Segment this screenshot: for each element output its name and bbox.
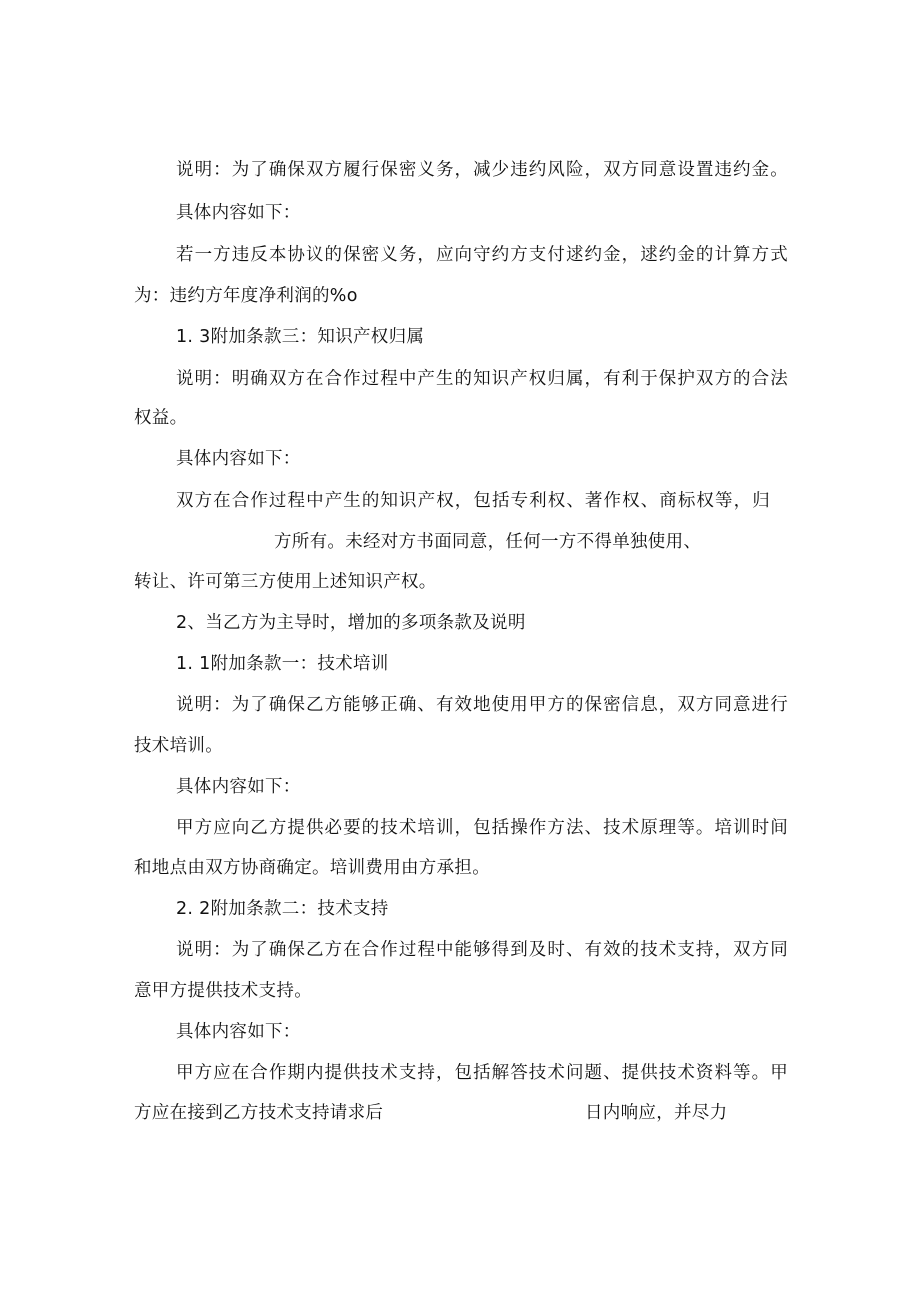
- section-heading: 1. 1附加条款一：技术培训: [176, 654, 389, 674]
- paragraph-line: 日内响应，并尽力: [585, 1103, 728, 1123]
- paragraph-line: 具体内容如下：: [176, 1022, 301, 1042]
- paragraph-line: 转让、许可第三方使用上述知识产权。: [134, 572, 437, 592]
- paragraph-line: 说明：为了确保乙方能够正确、有效地使用甲方的保密信息，双方同意进行: [176, 695, 788, 715]
- paragraph-line: 具体内容如下：: [176, 203, 301, 223]
- paragraph-line: 说明：为了确保乙方在合作过程中能够得到及时、有效的技术支持，双方同: [176, 940, 788, 960]
- section-heading: 2. 2附加条款二：技术支持: [176, 899, 389, 919]
- paragraph-line: 说明：为了确保双方履行保密义务，减少违约风险，双方同意设置违约金。: [176, 160, 788, 180]
- paragraph-line: 技术培训。: [134, 736, 223, 756]
- paragraph-line: 方所有。未经对方书面同意，任何一方不得单独使用、: [274, 532, 702, 552]
- paragraph-line: 和地点由双方协商确定。培训费用由方承担。: [134, 858, 490, 878]
- paragraph-line: 甲方应向乙方提供必要的技术培训，包括操作方法、技术原理等。培训时间: [176, 818, 788, 838]
- paragraph-line: 为：违约方年度净利润的%o: [134, 286, 358, 306]
- paragraph-line: 若一方违反本协议的保密义务，应向守约方支付逑约金，逑约金的计算方式: [176, 245, 788, 265]
- paragraph-line: 双方在合作过程中产生的知识产权，包括专利权、著作权、商标权等，归: [176, 491, 770, 511]
- section-heading: 1. 3附加条款三：知识产权归属: [176, 327, 425, 347]
- paragraph-line: 权益。: [134, 408, 188, 428]
- paragraph-line: 说明：明确双方在合作过程中产生的知识产权归属，有利于保护双方的合法: [176, 369, 788, 389]
- paragraph-line: 意甲方提供技术支持。: [134, 981, 312, 1001]
- paragraph-line: 方应在接到乙方技术支持请求后: [134, 1103, 384, 1123]
- section-heading: 2、当乙方为主导时，增加的多项条款及说明: [176, 613, 526, 633]
- paragraph-line: 具体内容如下：: [176, 449, 301, 469]
- paragraph-line: 甲方应在合作期内提供技术支持，包括解答技术问题、提供技术资料等。甲: [176, 1063, 788, 1083]
- paragraph-line: 具体内容如下：: [176, 777, 301, 797]
